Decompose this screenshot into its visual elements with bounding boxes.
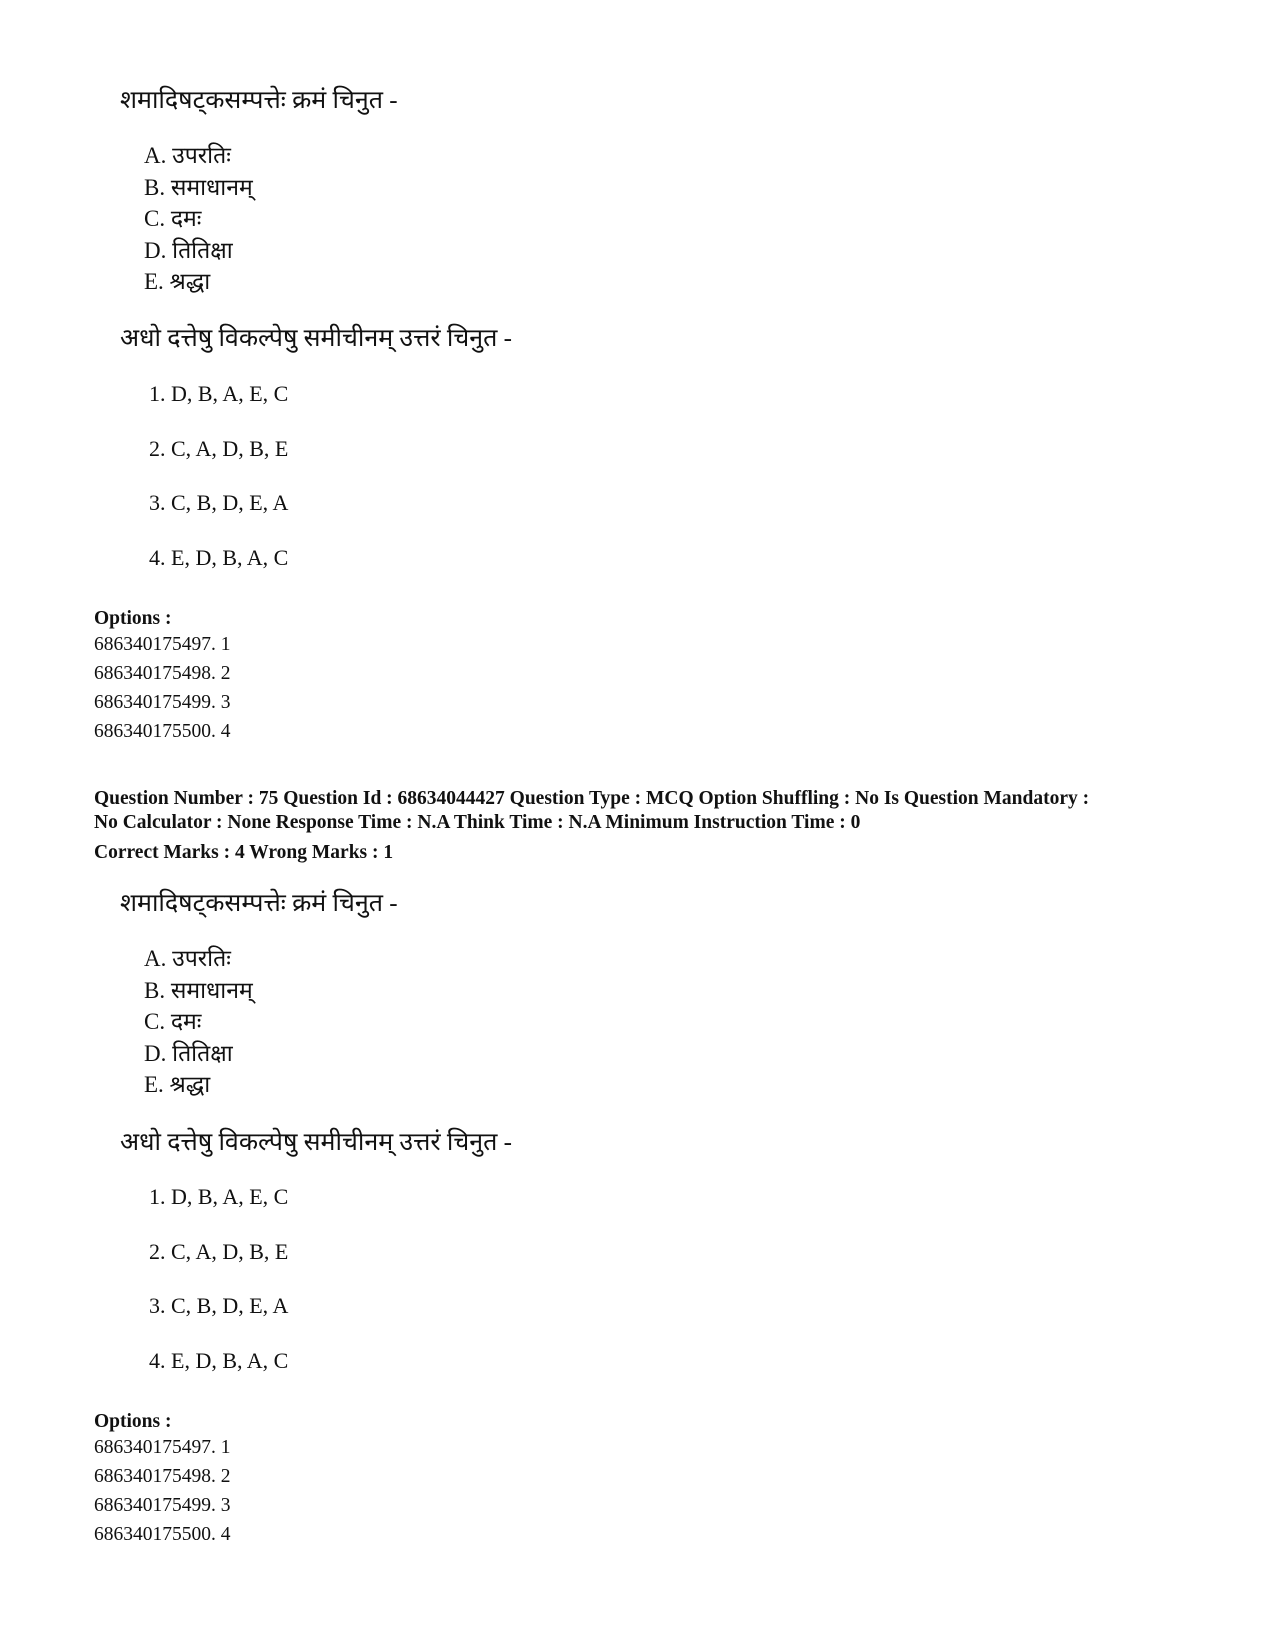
question-item: C. दमः	[144, 1009, 202, 1034]
question-item: D. तितिक्षा	[144, 1040, 233, 1066]
option-item: 686340175500. 4	[94, 1523, 231, 1545]
meta-line-3: Correct Marks : 4 Wrong Marks : 1	[94, 842, 394, 863]
question-item: C. दमः	[144, 206, 202, 231]
question-item: D. तितिक्षा	[144, 237, 233, 263]
question-choice: 2. C, A, D, B, E	[149, 435, 289, 461]
question-choices	[149, 1184, 288, 1402]
question-item: E. श्रद्धा	[144, 1072, 211, 1097]
question-meta	[94, 787, 1214, 865]
question-instruction: अधो दत्तेषु विकल्पेषु समीचीनम् उत्तरं चिनुत -	[120, 1129, 512, 1156]
question-stem: शमादिषट्कसम्पत्तेः क्रमं चिनुत -	[120, 890, 398, 917]
option-item: 686340175499. 3	[94, 1494, 231, 1516]
option-item: 686340175500. 4	[94, 720, 231, 742]
meta-line-1: Question Number : 75 Question Id : 68634044427 Question Type : MCQ Option Shuffling : No Is Question Mandatory :	[94, 788, 1090, 809]
options-title: Options :	[94, 608, 172, 629]
question-item: B. समाधानम्	[144, 174, 253, 200]
question-choice: 1. D, B, A, E, C	[149, 1184, 289, 1209]
options-title: Options :	[94, 1411, 172, 1432]
meta-line-2: No Calculator : None Response Time : N.A Think Time : N.A Minimum Instruction Time : 0	[94, 812, 861, 833]
question-choice: 1. D, B, A, E, C	[149, 381, 289, 406]
option-item: 686340175498. 2	[94, 1465, 231, 1487]
question-item: A. उपरतिः	[144, 143, 231, 168]
question-stem: शमादिषट्कसम्पत्तेः क्रमं चिनुत -	[120, 87, 398, 114]
question-items	[144, 140, 253, 298]
question-choice: 4. E, D, B, A, C	[149, 544, 289, 570]
question-item: A. उपरतिः	[144, 946, 231, 971]
question-choice: 3. C, B, D, E, A	[149, 490, 289, 515]
question-item: B. समाधानम्	[144, 977, 253, 1003]
question-instruction: अधो दत्तेषु विकल्पेषु समीचीनम् उत्तरं चिनुत -	[120, 325, 512, 352]
option-item: 686340175497. 1	[94, 1437, 231, 1458]
question-items	[144, 943, 253, 1101]
options-list	[94, 631, 231, 747]
option-item: 686340175498. 2	[94, 662, 231, 684]
option-item: 686340175497. 1	[94, 634, 231, 655]
question-choice: 2. C, A, D, B, E	[149, 1238, 289, 1264]
question-item: E. श्रद्धा	[144, 269, 211, 294]
options-list	[94, 1434, 231, 1550]
question-choices	[149, 381, 288, 599]
question-choice: 3. C, B, D, E, A	[149, 1293, 289, 1318]
question-choice: 4. E, D, B, A, C	[149, 1347, 289, 1373]
option-item: 686340175499. 3	[94, 691, 231, 713]
